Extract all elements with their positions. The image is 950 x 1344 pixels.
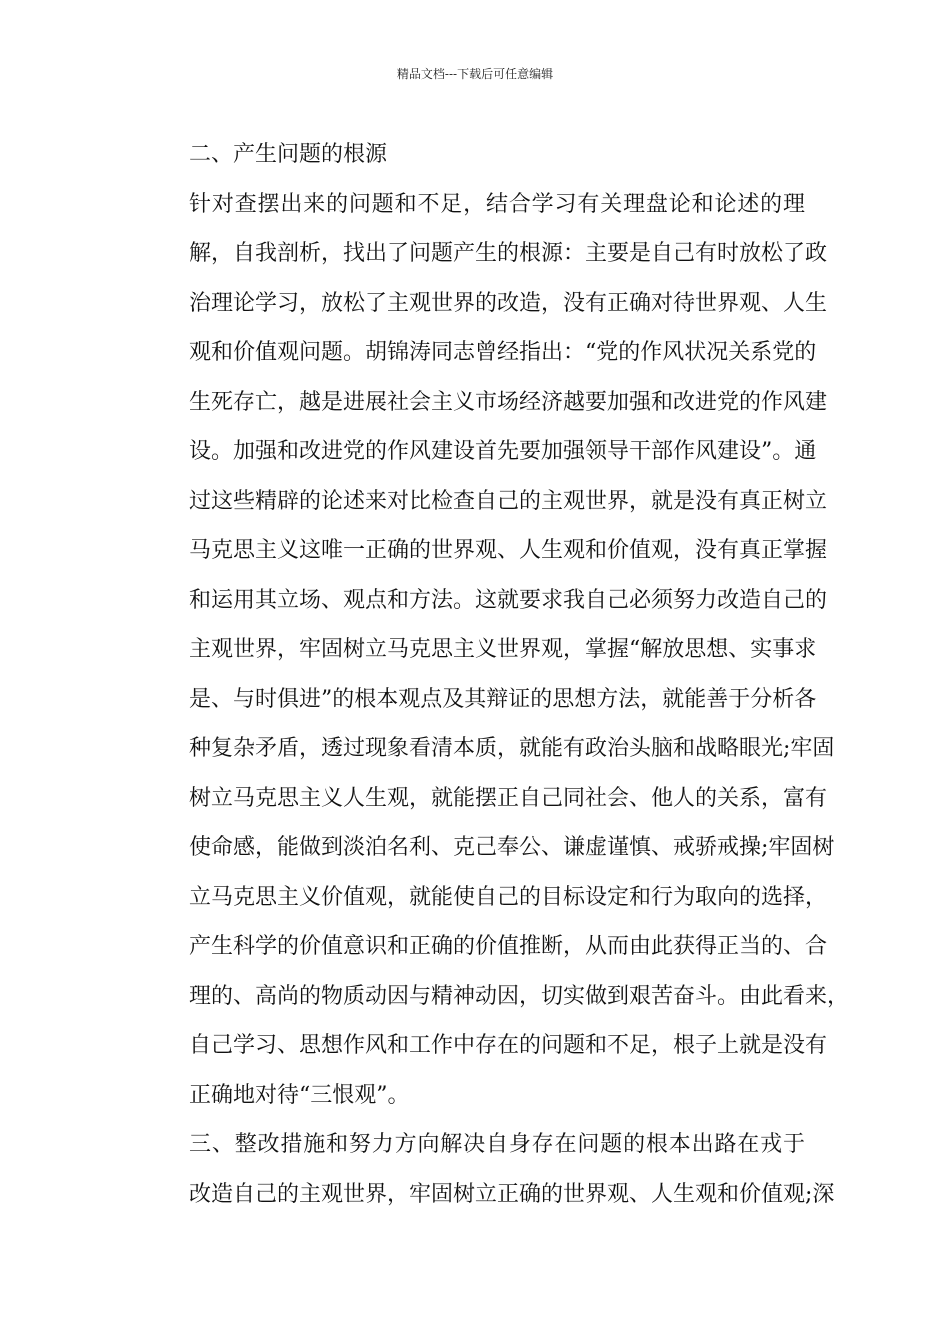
paragraph-line: 三、整改措施和努力方向解决自身存在问题的根本出路在戎于 bbox=[189, 1132, 805, 1157]
paragraph-line: 使命感，能做到淡泊名利、克己奉公、谦虚谨慎、戒骄戒操;牢固树 bbox=[189, 835, 835, 860]
paragraph-line: 解，自我剖析，找出了问题产生的根源：主要是自己有时放松了政 bbox=[189, 241, 828, 266]
paragraph-line: 治理论学习，放松了主观世界的改造，没有正确对待世界观、人生 bbox=[189, 290, 828, 316]
document-body bbox=[145, 130, 850, 1219]
paragraph-line: 立马克思主义价值观，就能使自己的目标设定和行为取向的选择， bbox=[189, 884, 828, 910]
paragraph-line: 过这些精辟的论述来对比检查自己的主观世界，就是没有真正树立 bbox=[189, 488, 828, 514]
paragraph-line: 和运用其立场、观点和方法。这就要求我自己必须努力改造自己的 bbox=[189, 587, 828, 613]
paragraph-line: 生死存亡，越是进展社会主义市场经济越要加强和改进党的作风建 bbox=[189, 389, 828, 415]
page-header: 精品文档---下载后可任意编辑 bbox=[396, 67, 554, 81]
paragraph-line: 主观世界，牢固树立马克思主义世界观，掌握“解放思想、实事求 bbox=[189, 637, 817, 662]
section-heading: 二、产生问题的根源 bbox=[189, 142, 388, 167]
paragraph-line: 观和价值观问题。胡锦涛同志曾经指出：“党的作风状况关系党的 bbox=[189, 340, 817, 365]
paragraph-root-causes bbox=[145, 180, 850, 1121]
paragraph-rectification bbox=[145, 1120, 835, 1219]
paragraph-line: 设。加强和改进党的作风建设首先要加强领导干部作风建设”。通 bbox=[189, 439, 817, 464]
paragraph-line: 种复杂矛盾，透过现象看清本质，就能有政治头脑和战略眼光;牢固 bbox=[189, 736, 835, 761]
paragraph-line: 树立马克思主义人生观，就能摆正自己同社会、他人的关系，富有 bbox=[189, 785, 828, 811]
paragraph-line: 自己学习、思想作风和工作中存在的问题和不足，根子上就是没有 bbox=[189, 1033, 828, 1058]
paragraph-line: 改造自己的主观世界，牢固树立正确的世界观、人生观和价值观;深 bbox=[189, 1181, 835, 1207]
paragraph-line: 产生科学的价值意识和正确的价值推断，从而由此获得正当的、合 bbox=[189, 934, 828, 959]
paragraph-line: 理的、高尚的物质动因与精神动因，切实做到艰苦奋斗。由此看来， bbox=[189, 983, 850, 1009]
paragraph-line: 是、与时俱进”的根本观点及其辩证的思想方法，就能善于分析各 bbox=[189, 686, 817, 712]
paragraph-line: 马克思主义这唯一正确的世界观、人生观和价值观，没有真正掌握 bbox=[189, 538, 828, 563]
paragraph-line: 正确地对待“三恨观”。 bbox=[189, 1082, 410, 1108]
paragraph-line: 针对查摆出来的问题和不足，结合学习有关理盘论和论述的理 bbox=[189, 191, 805, 217]
